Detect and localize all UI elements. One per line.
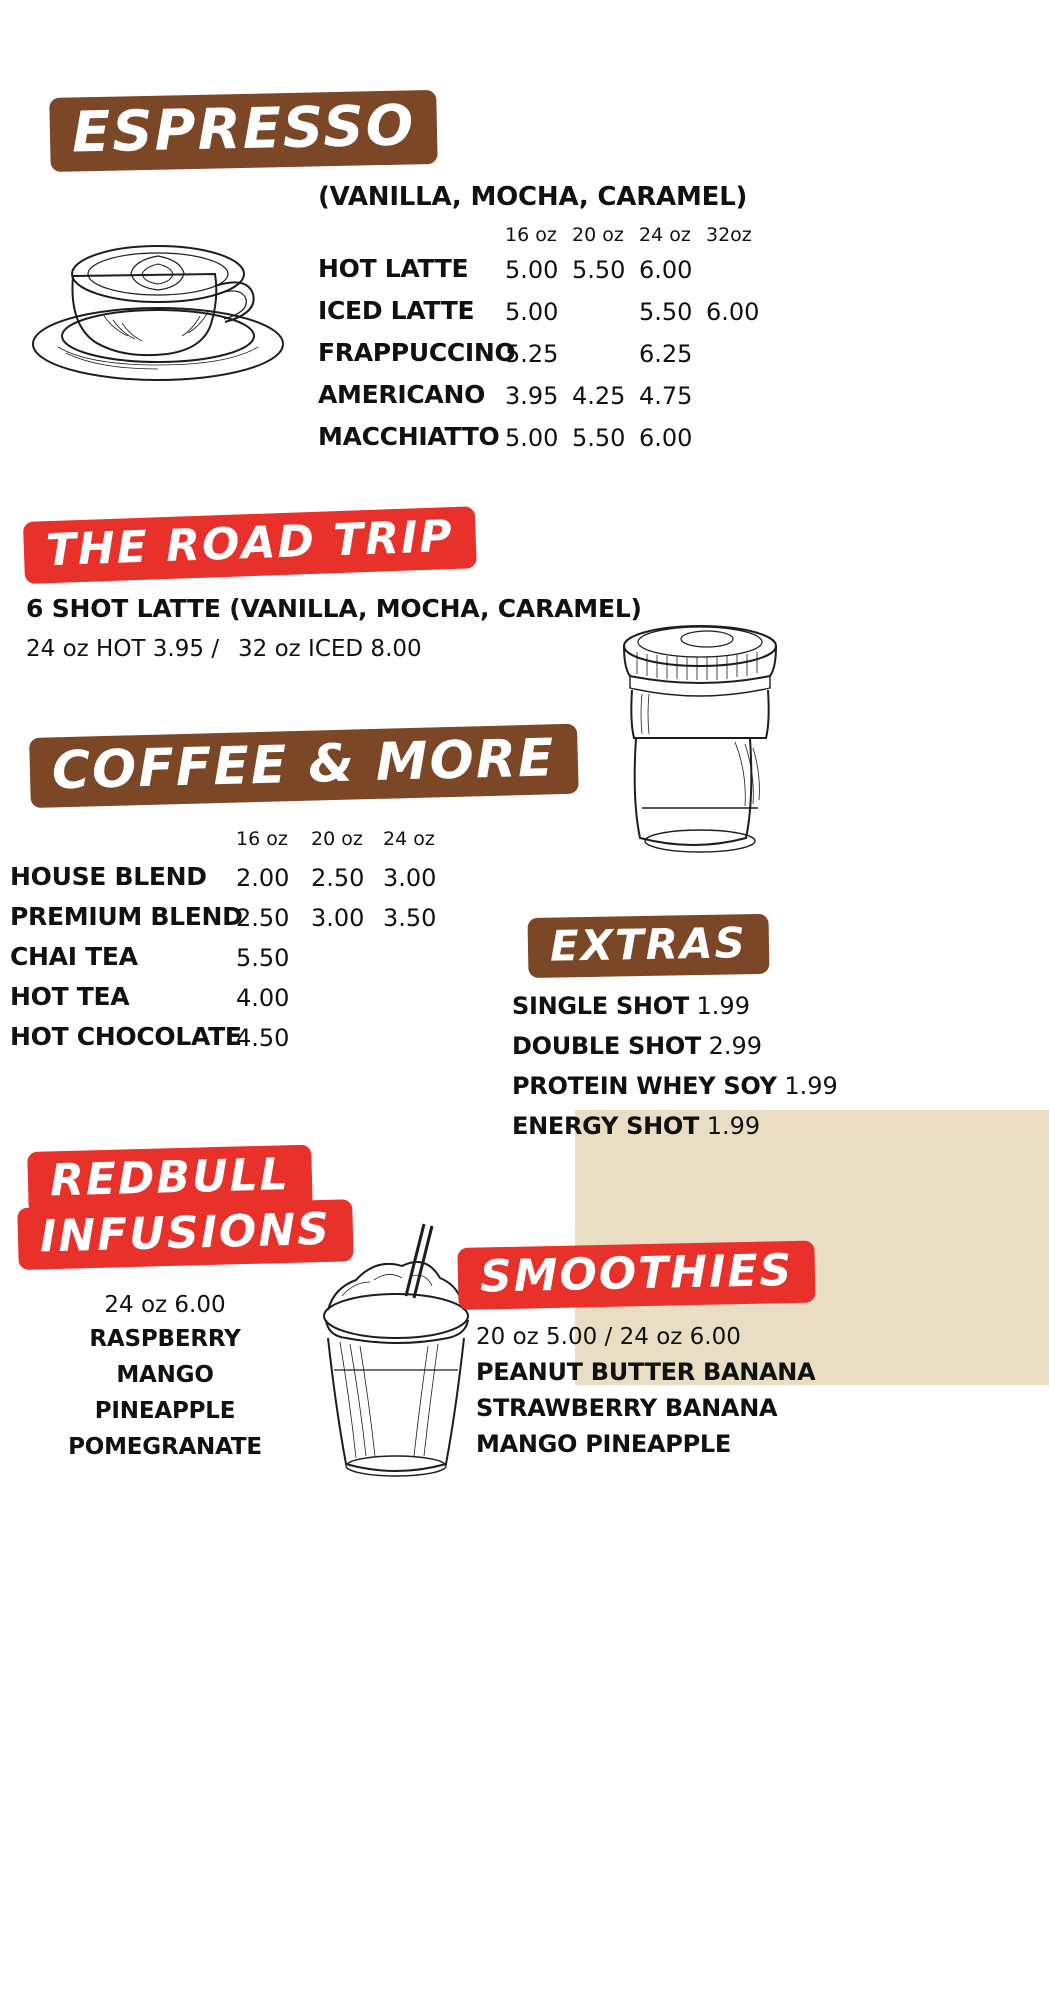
redbull-flavor: PINEAPPLE bbox=[94, 1398, 236, 1424]
smoothies-flavor: STRAWBERRY BANANA bbox=[476, 1394, 778, 1422]
extras-item-price: 1.99 bbox=[696, 992, 750, 1020]
menu-item-price: 5.00 bbox=[505, 256, 559, 284]
extras-item bbox=[512, 1112, 760, 1140]
section-heading-smoothies: SMOOTHIES bbox=[457, 1241, 815, 1310]
espresso-size-20: 20 oz bbox=[572, 224, 624, 246]
menu-item-name: HOT LATTE bbox=[318, 254, 469, 283]
menu-item-price: 6.00 bbox=[639, 256, 693, 284]
menu-item-name: CHAI TEA bbox=[10, 942, 138, 971]
section-heading-redbull-line2: INFUSIONS bbox=[17, 1199, 353, 1270]
section-heading-road-trip: THE ROAD TRIP bbox=[23, 506, 477, 584]
menu-item-price: 3.95 bbox=[505, 382, 559, 410]
menu-item-price: 5.00 bbox=[505, 424, 559, 452]
road-trip-description: 6 SHOT LATTE (VANILLA, MOCHA, CARAMEL) bbox=[26, 594, 642, 623]
coffee-size-24: 24 oz bbox=[383, 828, 435, 850]
extras-item-price: 1.99 bbox=[784, 1072, 838, 1100]
menu-item-price: 5.50 bbox=[572, 256, 626, 284]
extras-item-price: 2.99 bbox=[708, 1032, 763, 1060]
menu-item-price: 5.00 bbox=[505, 298, 559, 326]
road-trip-price-hot: 24 oz HOT 3.95 / bbox=[26, 636, 220, 662]
extras-item-price: 1.99 bbox=[706, 1112, 761, 1140]
menu-item-price: 5.50 bbox=[236, 944, 290, 972]
menu-item-name: HOUSE BLEND bbox=[10, 862, 207, 891]
extras-item-name: SINGLE SHOT bbox=[512, 992, 689, 1020]
menu-item-name: FRAPPUCCINO bbox=[318, 338, 516, 367]
menu-item-price: 2.00 bbox=[236, 864, 290, 892]
menu-item-price: 5.25 bbox=[505, 340, 559, 368]
redbull-flavor: MANGO bbox=[116, 1362, 214, 1388]
road-trip-price-iced: 32 oz ICED 8.00 bbox=[238, 636, 422, 662]
redbull-price: 24 oz 6.00 bbox=[104, 1292, 226, 1318]
smoothies-flavor: PEANUT BUTTER BANANA bbox=[476, 1358, 816, 1386]
menu-item-name: MACCHIATTO bbox=[318, 422, 500, 451]
menu-item-price: 4.75 bbox=[639, 382, 693, 410]
menu-item-name: PREMIUM BLEND bbox=[10, 902, 243, 931]
menu-item-price: 3.00 bbox=[383, 864, 437, 892]
menu-item-price: 3.00 bbox=[311, 904, 365, 932]
menu-item-price: 4.00 bbox=[236, 984, 290, 1012]
espresso-size-24: 24 oz bbox=[639, 224, 691, 246]
extras-item bbox=[512, 1072, 838, 1100]
extras-item-name: ENERGY SHOT bbox=[512, 1112, 700, 1140]
menu-item-price: 4.25 bbox=[572, 382, 626, 410]
espresso-size-32: 32oz bbox=[706, 224, 752, 246]
menu-item-price: 6.00 bbox=[639, 424, 693, 452]
section-heading-redbull-line1: REDBULL bbox=[27, 1145, 312, 1214]
menu-item-price: 5.50 bbox=[639, 298, 693, 326]
menu-item-price: 2.50 bbox=[236, 904, 290, 932]
menu-item-price: 4.50 bbox=[236, 1024, 290, 1052]
menu-item-name: AMERICANO bbox=[318, 380, 486, 409]
menu-item-price: 6.00 bbox=[706, 298, 760, 326]
menu-item-price: 2.50 bbox=[311, 864, 365, 892]
menu-item-price: 3.50 bbox=[383, 904, 437, 932]
extras-item-name: DOUBLE SHOT bbox=[512, 1032, 701, 1060]
menu-item-name: ICED LATTE bbox=[318, 296, 475, 325]
section-heading-coffee-more: COFFEE & MORE bbox=[29, 724, 578, 808]
extras-item bbox=[512, 992, 750, 1020]
menu-item-price: 5.50 bbox=[572, 424, 626, 452]
menu-item-price: 6.25 bbox=[639, 340, 693, 368]
extras-item bbox=[512, 1032, 762, 1060]
coffee-size-16: 16 oz bbox=[236, 828, 288, 850]
togo-cup-illustration bbox=[585, 612, 815, 882]
espresso-subtitle: (VANILLA, MOCHA, CARAMEL) bbox=[318, 182, 748, 212]
redbull-flavor: POMEGRANATE bbox=[68, 1434, 262, 1460]
section-heading-extras: EXTRAS bbox=[527, 914, 769, 978]
espresso-size-16: 16 oz bbox=[505, 224, 557, 246]
menu-item-name: HOT CHOCOLATE bbox=[10, 1022, 242, 1051]
section-heading-espresso: ESPRESSO bbox=[49, 90, 438, 172]
coffee-size-20: 20 oz bbox=[311, 828, 363, 850]
menu-item-name: HOT TEA bbox=[10, 982, 130, 1011]
cappuccino-illustration bbox=[18, 212, 298, 392]
extras-item-name: PROTEIN WHEY SOY bbox=[512, 1072, 777, 1100]
redbull-flavor: RASPBERRY bbox=[89, 1326, 241, 1352]
smoothies-flavor: MANGO PINEAPPLE bbox=[476, 1430, 731, 1458]
smoothies-price: 20 oz 5.00 / 24 oz 6.00 bbox=[476, 1324, 741, 1350]
